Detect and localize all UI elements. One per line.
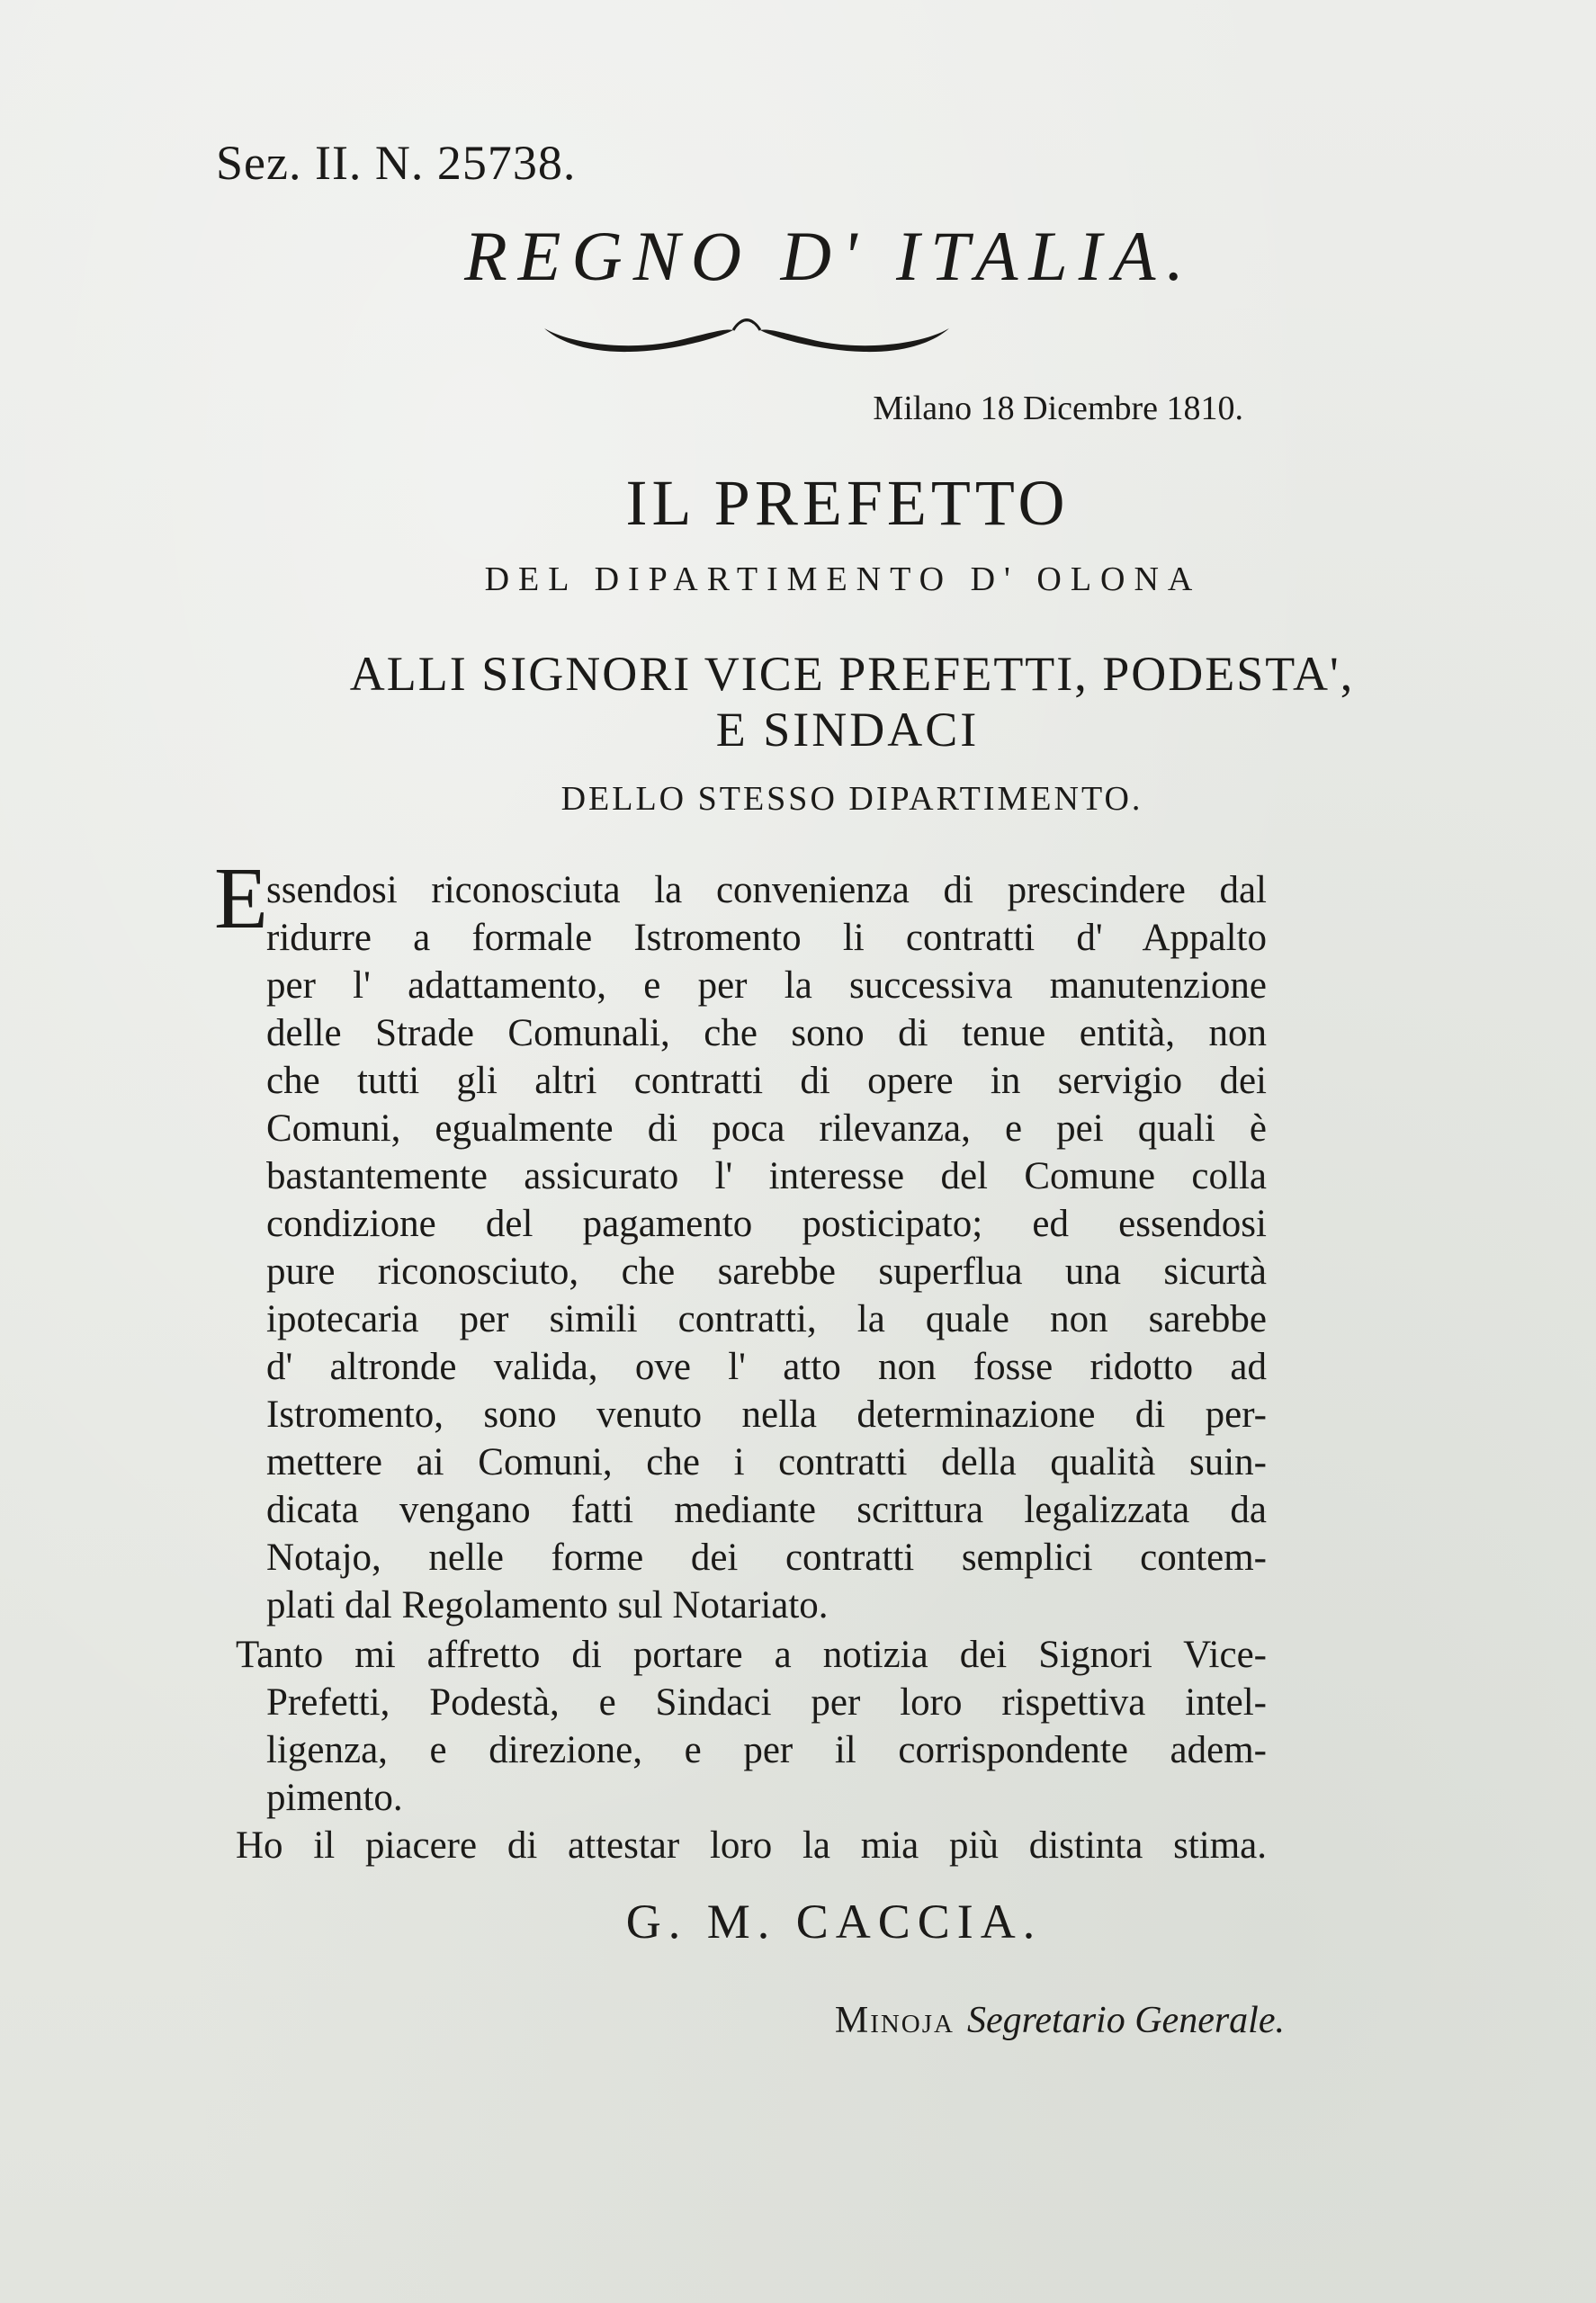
body-line: ssendosi riconosciuta la convenienza di prescindere dal — [266, 869, 1267, 911]
body-line: Notajo, nelle forme dei contratti semplici contem- — [266, 1537, 1267, 1579]
addressees-line-1: ALLI SIGNORI VICE PREFETTI, PODESTA', — [349, 647, 1355, 701]
body-line: dicata vengano fatti mediante scrittura legalizzata da — [266, 1489, 1267, 1531]
body-line: Istromento, sono venuto nella determinazione di per- — [266, 1393, 1267, 1436]
body-line: per l' adattamento, e per la successiva manutenzione — [266, 964, 1267, 1007]
body-line: ipotecaria per simili contratti, la quale non sarebbe — [266, 1298, 1267, 1340]
addressees-line-2: E SINDACI — [715, 703, 980, 757]
body-line: Ho il piacere di attestar loro la mia più distinta stima. — [236, 1824, 1267, 1867]
secretary-line — [835, 1999, 1285, 2042]
body-line: d' altronde valida, ove l' atto non fosse ridotto ad — [266, 1346, 1267, 1388]
body-line: pimento. — [266, 1777, 403, 1819]
prefect-signature: G. M. CACCIA. — [625, 1895, 1043, 1949]
body-line: ligenza, e direzione, e per il corrispondente adem- — [266, 1729, 1267, 1771]
kingdom-heading: REGNO D' ITALIA. — [464, 217, 1195, 295]
body-line: Tanto mi affretto di portare a notizia dei Signori Vice- — [236, 1634, 1267, 1676]
body-line: delle Strade Comunali, che sono di tenue entità, non — [266, 1012, 1267, 1054]
addressees-department: DELLO STESSO DIPARTIMENTO. — [560, 780, 1143, 818]
secretary-name: Minoja — [834, 2000, 955, 2041]
body-line: plati dal Regolamento sul Notariato. — [266, 1584, 829, 1626]
secretary-role: Segretario Generale. — [966, 2000, 1285, 2041]
body-line: che tutti gli altri contratti di opere in servigio dei — [266, 1060, 1267, 1102]
body-line: Comuni, egualmente di poca rilevanza, e pei quali è — [266, 1107, 1267, 1150]
body-line: ridurre a formale Istromento li contratti d' Appalto — [266, 917, 1267, 959]
body-line: Prefetti, Podestà, e Sindaci per loro rispettiva intel- — [266, 1681, 1267, 1724]
body-line: mettere ai Comuni, che i contratti della qualità suin- — [266, 1441, 1267, 1483]
body-line: pure riconosciuto, che sarebbe superflua una sicurtà — [266, 1250, 1267, 1293]
drop-cap: E — [214, 850, 268, 947]
issue-date: Milano 18 Dicembre 1810. — [873, 390, 1243, 427]
issuer-title: IL PREFETTO — [625, 467, 1070, 539]
reference-number: Sez. II. N. 25738. — [216, 136, 577, 190]
body-line: condizione del pagamento posticipato; ed essendosi — [266, 1203, 1267, 1245]
body-line: bastantemente assicurato l' interesse del Comune colla — [266, 1155, 1267, 1197]
issuer-department: DEL DIPARTIMENTO D' OLONA — [484, 560, 1202, 598]
